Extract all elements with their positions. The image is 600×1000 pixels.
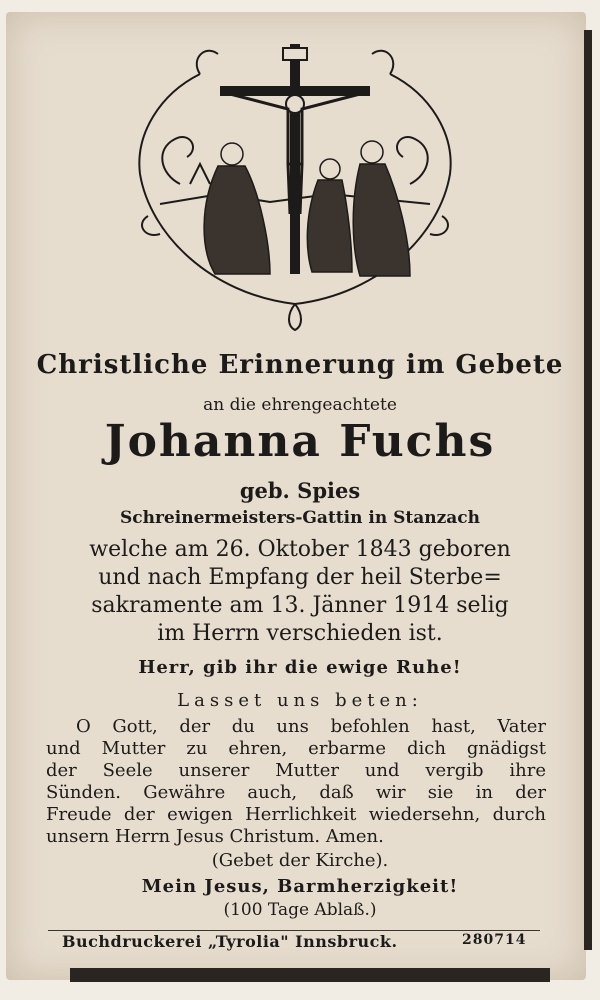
life-line: sakramente am 13. Jänner 1914 selig bbox=[91, 593, 509, 618]
indulgence: (100 Tage Ablaß.) bbox=[223, 900, 377, 920]
birth-name: geb. Spies bbox=[239, 478, 361, 503]
printer-imprint: Buchdruckerei „Tyrolia" Innsbruck. bbox=[62, 932, 398, 951]
life-dates bbox=[0, 536, 600, 648]
card-bottom-shadow bbox=[70, 968, 550, 982]
deceased-name: Johanna Fuchs bbox=[104, 416, 496, 467]
card-heading: Christliche Erinnerung im Gebete bbox=[36, 350, 564, 380]
prayer-line: O Gott, der du uns befohlen hast, Vater bbox=[76, 716, 546, 737]
prayer-source: (Gebet der Kirche). bbox=[211, 850, 389, 871]
prayer-line: unsern Herrn Jesus Christum. Amen. bbox=[46, 826, 384, 847]
prayer-line: Sünden. Gewähre auch, daß wir sie in der bbox=[46, 782, 546, 803]
ejaculation: Mein Jesus, Barmherzigkeit! bbox=[141, 876, 459, 897]
life-line: im Herrn verschieden ist. bbox=[157, 621, 443, 646]
divider bbox=[48, 930, 540, 931]
card-intro: an die ehrengeachtete bbox=[203, 395, 397, 415]
prayer-line: Freude der ewigen Herrlichkeit wiedersehn, durch bbox=[46, 804, 546, 825]
life-line: und nach Empfang der heil Sterbe= bbox=[98, 565, 502, 590]
invocation: Herr, gib ihr die ewige Ruhe! bbox=[138, 657, 462, 678]
prayer-heading: Lasset uns beten: bbox=[177, 690, 423, 711]
printer-number: 280714 bbox=[462, 932, 527, 948]
occupation: Schreinermeisters-Gattin in Stanzach bbox=[119, 508, 481, 528]
prayer-line: und Mutter zu ehren, erbarme dich gnädigst bbox=[46, 738, 546, 759]
life-line: welche am 26. Oktober 1843 geboren bbox=[89, 537, 511, 562]
prayer-line: der Seele unserer Mutter und vergib ihre bbox=[46, 760, 546, 781]
crucifixion-engraving-icon bbox=[120, 34, 470, 334]
prayer-text bbox=[46, 716, 546, 848]
